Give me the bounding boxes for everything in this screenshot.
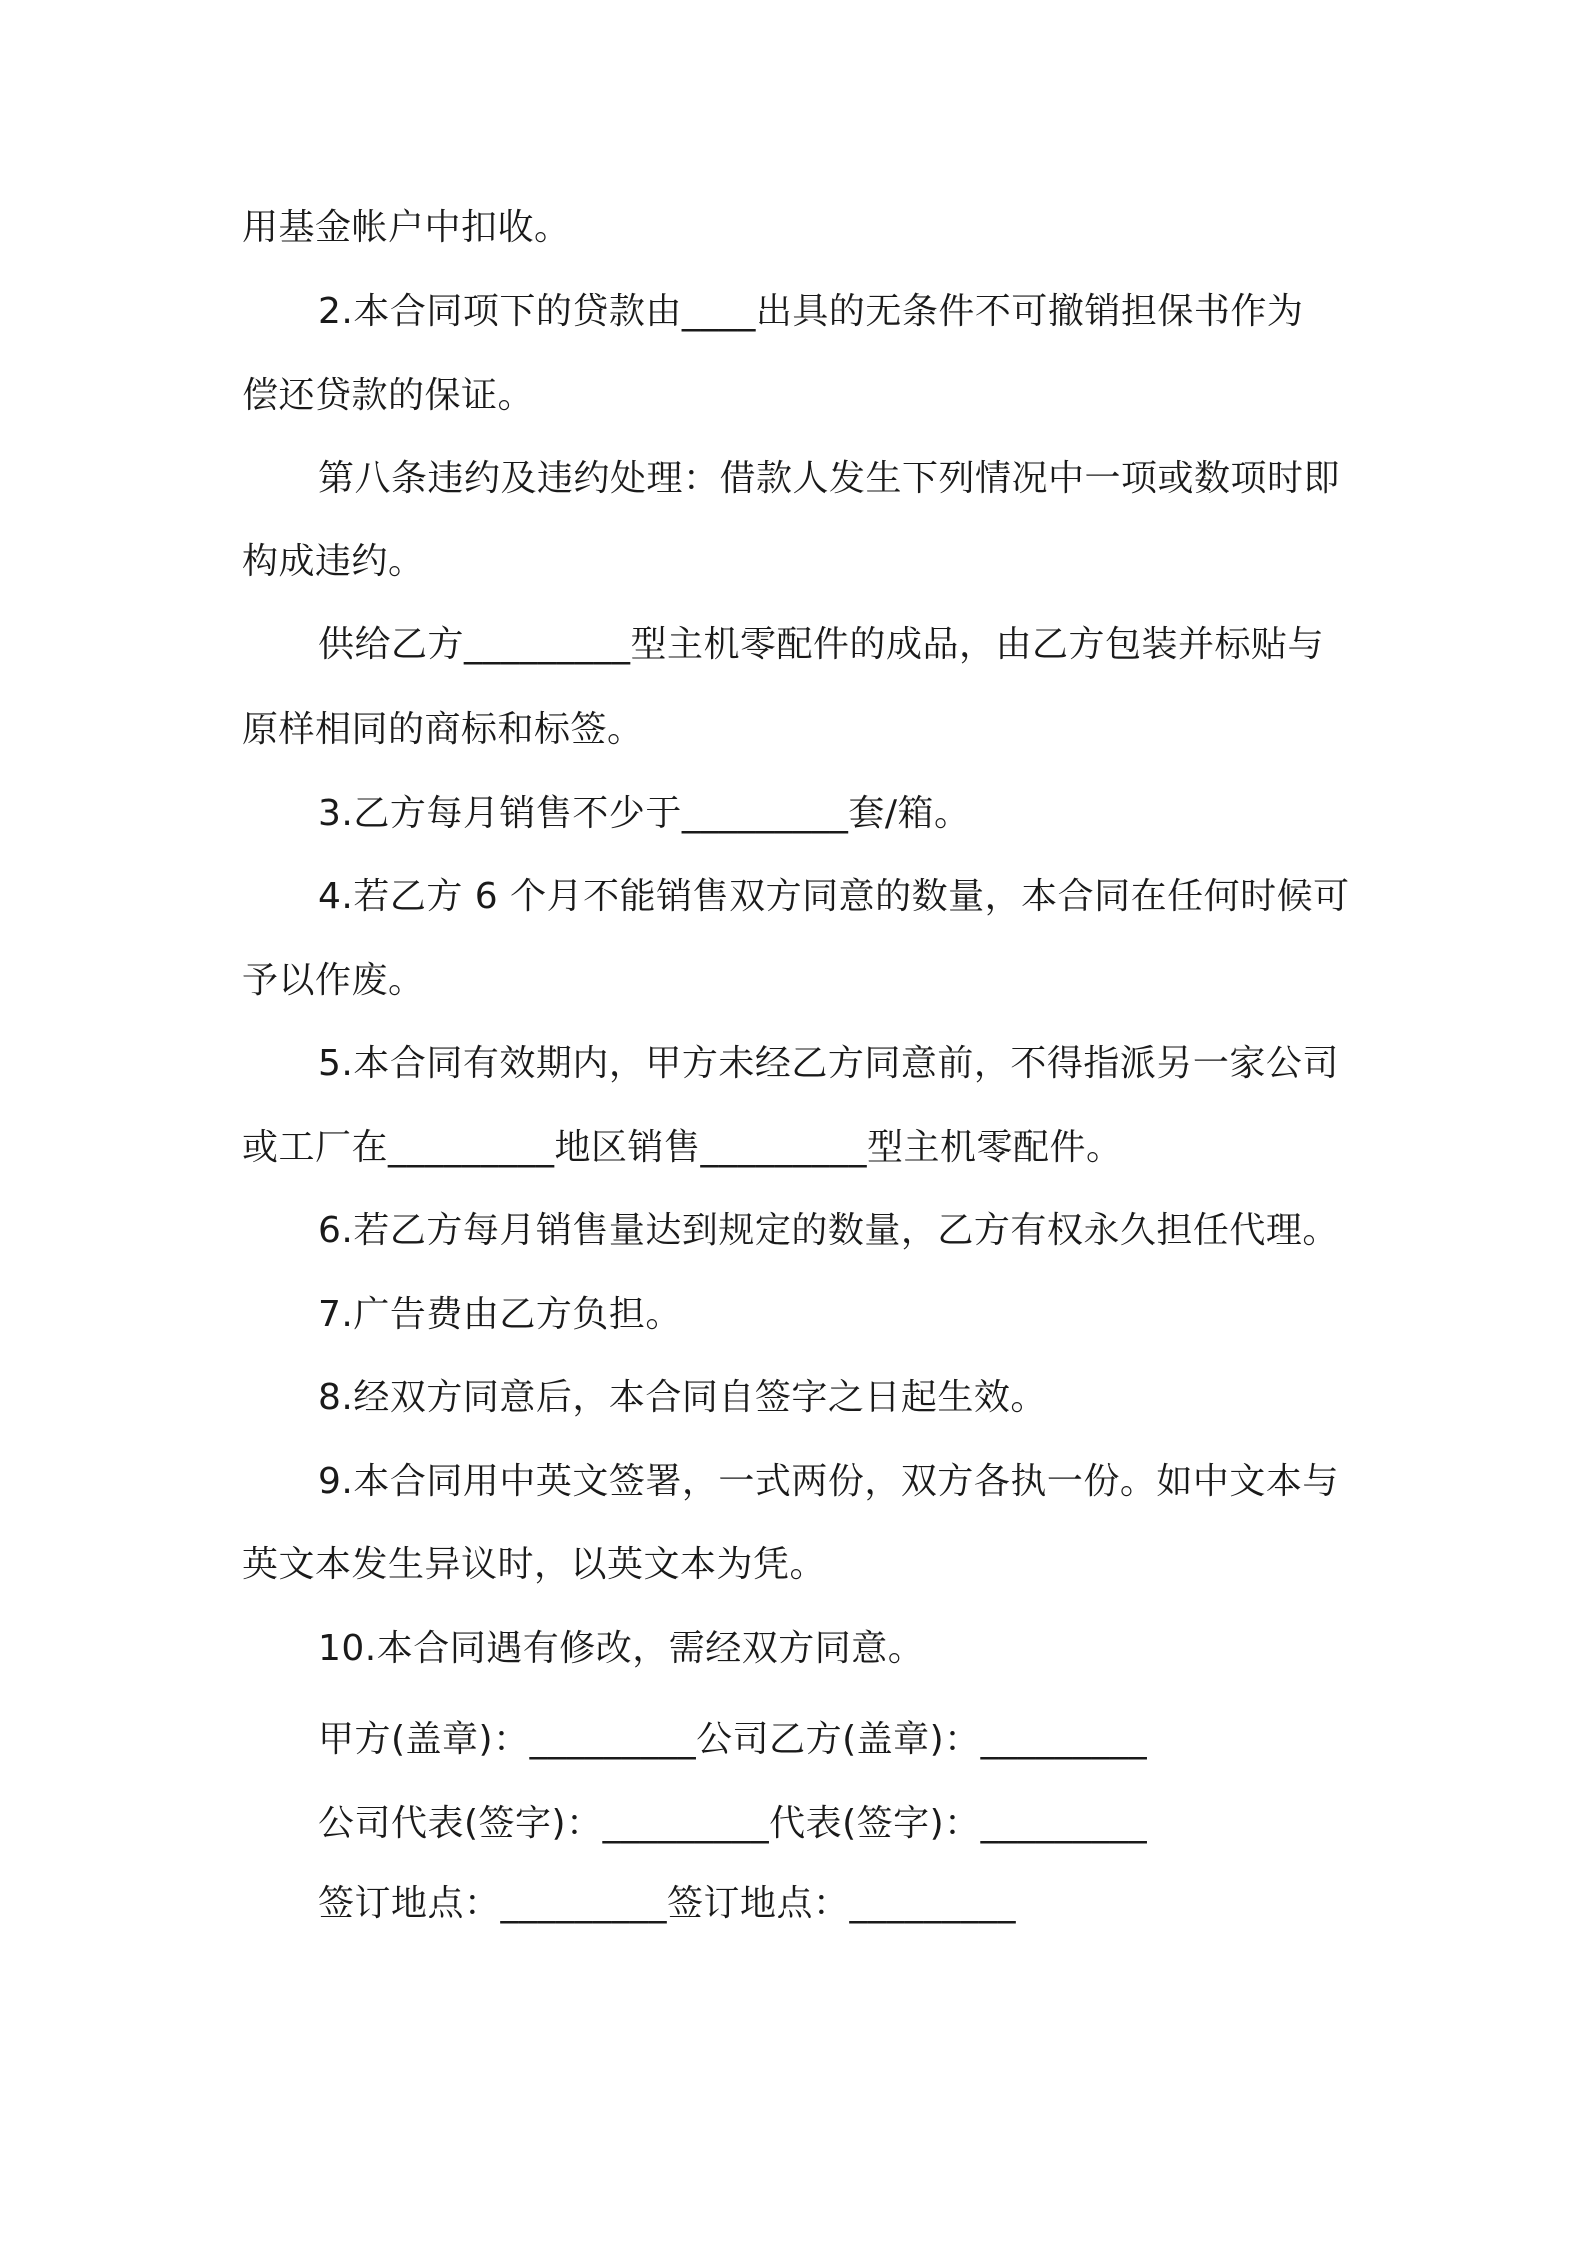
- text-line-6: 供给乙方_________型主机零配件的成品，由乙方包装并标贴与: [318, 624, 1325, 665]
- signature-representative-line: 公司代表(签字)：_________代表(签字)：_________: [318, 1803, 1148, 1844]
- text-line-18: 10.本合同遇有修改，需经双方同意。: [318, 1628, 925, 1669]
- text-line-2: 2.本合同项下的贷款由____出具的无条件不可撤销担保书作为: [318, 291, 1304, 332]
- text-line-8: 3.乙方每月销售不少于_________套/箱。: [318, 793, 971, 834]
- text-line-3: 偿还贷款的保证。: [242, 375, 535, 416]
- text-line-13: 6.若乙方每月销售量达到规定的数量，乙方有权永久担任代理。: [318, 1210, 1339, 1251]
- text-line-1: 用基金帐户中扣收。: [242, 207, 571, 248]
- text-line-17: 英文本发生异议时，以英文本为凭。: [242, 1544, 827, 1585]
- text-line-11: 5.本合同有效期内，甲方未经乙方同意前，不得指派另一家公司: [318, 1043, 1339, 1084]
- text-line-14: 7.广告费由乙方负担。: [318, 1294, 682, 1335]
- text-line-12: 或工厂在_________地区销售_________型主机零配件。: [242, 1127, 1123, 1168]
- text-line-7: 原样相同的商标和标签。: [242, 709, 644, 750]
- text-line-9: 4.若乙方 6 个月不能销售双方同意的数量，本合同在任何时候可: [318, 876, 1350, 917]
- text-line-4: 第八条违约及违约处理：借款人发生下列情况中一项或数项时即: [318, 458, 1341, 499]
- text-line-15: 8.经双方同意后，本合同自签字之日起生效。: [318, 1377, 1047, 1418]
- text-line-5: 构成违约。: [242, 541, 425, 582]
- text-line-16: 9.本合同用中英文签署，一式两份，双方各执一份。如中文本与: [318, 1461, 1339, 1502]
- text-line-10: 予以作废。: [242, 960, 425, 1001]
- signature-party-a-line: 甲方(盖章)：_________公司乙方(盖章)：_________: [318, 1719, 1148, 1760]
- signing-place-line: 签订地点：_________签订地点：_________: [318, 1883, 1017, 1924]
